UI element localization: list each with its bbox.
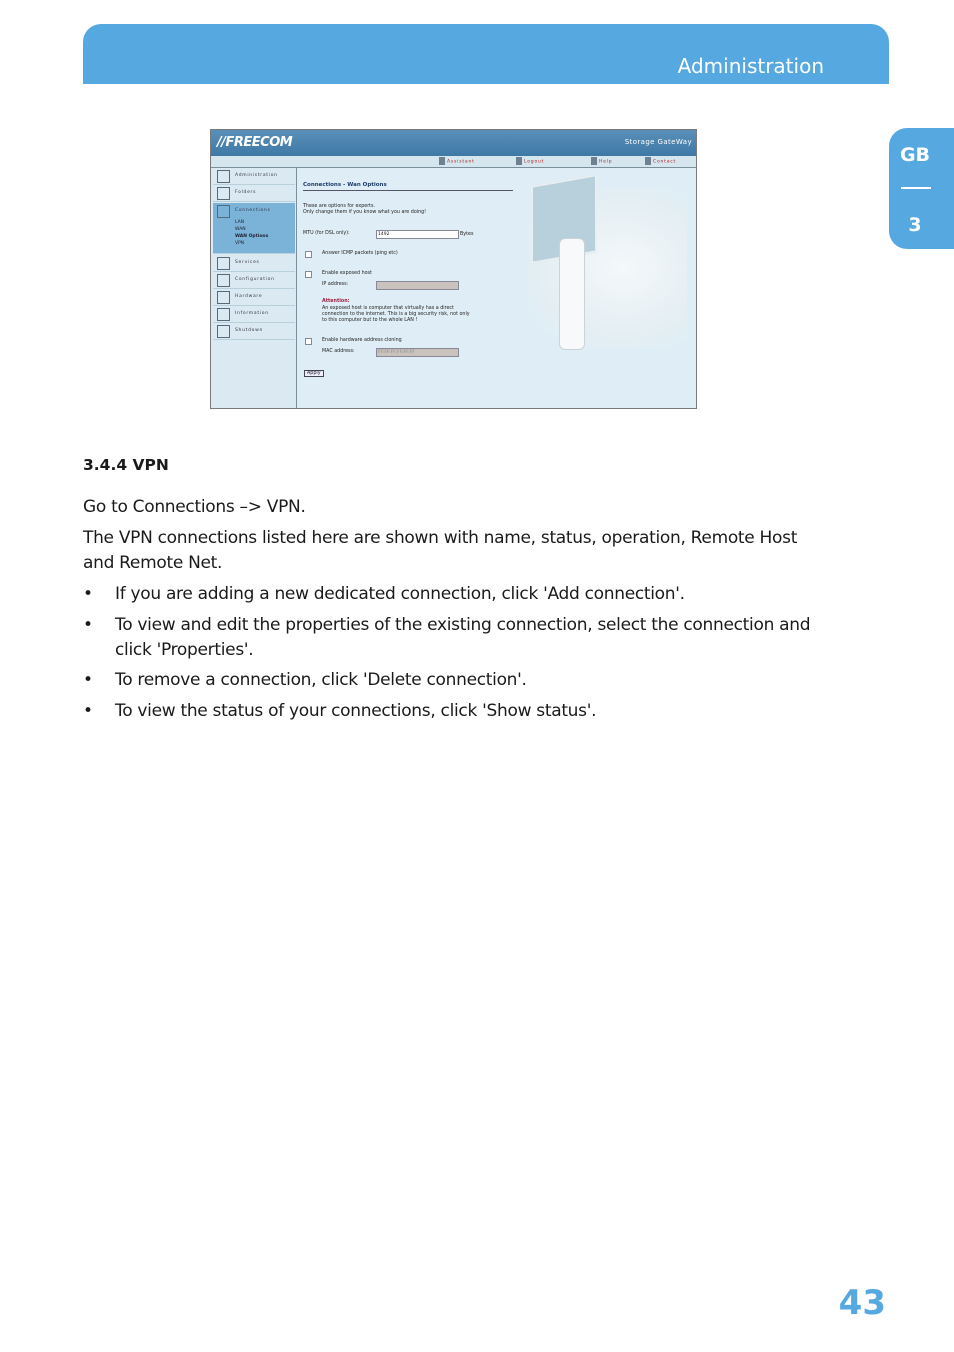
hardware-icon: [217, 291, 230, 304]
sidebar-item-configuration[interactable]: [213, 272, 295, 289]
logout-icon: [516, 157, 522, 165]
help-icon: [591, 157, 597, 165]
sidebar-item-label: Administration: [235, 173, 278, 178]
sidebar: [211, 168, 297, 408]
paragraph: The VPN connections listed here are shown with name, status, operation, Remote Host and Remote Net.: [83, 528, 798, 573]
mac-clone-checkbox[interactable]: [305, 338, 312, 345]
sidebar-item-hardware[interactable]: [213, 289, 295, 306]
list-item-text: To view the status of your connections, click 'Show status'.: [115, 701, 597, 721]
icmp-checkbox[interactable]: [305, 251, 312, 258]
intro-text: These are options for experts.: [303, 204, 376, 209]
bullet-symbol: •: [83, 615, 93, 635]
attention-label: Attention:: [322, 299, 350, 304]
exposed-host-label: Enable exposed host: [322, 271, 372, 276]
settings-panel: [297, 168, 696, 408]
sidebar-item-label: Hardware: [235, 294, 263, 299]
chapter-number: 3: [908, 214, 922, 236]
ip-address-input[interactable]: [376, 281, 459, 290]
exposed-host-checkbox[interactable]: [305, 271, 312, 278]
top-nav-assistant[interactable]: [439, 157, 475, 165]
list-item-text: To view and edit the properties of the existing connection, select the connection and click 'Properties'.: [115, 615, 811, 660]
shutdown-icon: [217, 325, 230, 338]
sub-item-wan[interactable]: WAN: [235, 227, 246, 232]
assistant-icon: [439, 157, 445, 165]
paragraph: Go to Connections –> VPN.: [83, 497, 306, 517]
sidebar-item-label: Information: [235, 311, 269, 316]
sidebar-item-connections[interactable]: [213, 203, 295, 254]
header-title: Administration: [677, 54, 824, 78]
warning-text: connection to the internet. This is a big security risk, not only: [322, 312, 470, 317]
administration-icon: [217, 170, 230, 183]
information-icon: [217, 308, 230, 321]
mtu-unit: Bytes: [460, 232, 474, 237]
sidebar-item-label: Services: [235, 260, 260, 265]
top-nav-logout[interactable]: [516, 157, 544, 165]
mac-address-input[interactable]: FF:FF:FF:FF:FF:FF: [376, 348, 459, 357]
ip-address-label: IP address:: [322, 282, 349, 287]
freecom-logo: //FREECOM: [217, 135, 293, 150]
sub-item-lan[interactable]: LAN: [235, 220, 245, 225]
sidebar-item-administration[interactable]: [213, 168, 295, 185]
language-label: GB: [899, 144, 931, 166]
sub-item-wan-options[interactable]: WAN Options: [235, 234, 269, 239]
sidebar-item-shutdown[interactable]: [213, 323, 295, 340]
folder-icon: [217, 187, 230, 200]
section-heading: 3.4.4 VPN: [83, 456, 169, 474]
icmp-label: Answer ICMP packets (ping etc): [322, 251, 398, 256]
top-nav-label: Logout: [524, 159, 545, 165]
warning-text: to this computer but to the whole LAN !: [322, 318, 418, 323]
page-number: 43: [838, 1283, 886, 1323]
sidebar-item-label: Configuration: [235, 277, 275, 282]
device-illustration: [559, 238, 585, 350]
warning-text: An exposed host is computer that virtually has a direct: [322, 306, 454, 311]
connections-icon: [217, 205, 230, 218]
intro-text: Only change them if you know what you are doing!: [303, 210, 427, 215]
top-nav-label: Assistant: [447, 159, 475, 165]
product-name: Storage GateWay: [624, 138, 692, 146]
sub-item-vpn[interactable]: VPN: [235, 241, 245, 246]
list-item-text: If you are adding a new dedicated connection, click 'Add connection'.: [115, 584, 685, 604]
mtu-input[interactable]: 1492: [376, 230, 459, 239]
mtu-label: MTU (for DSL only):: [303, 231, 350, 236]
chapter-tab: [889, 128, 954, 249]
top-nav-label: Help: [599, 159, 613, 165]
panel-title: Connections - Wan Options: [303, 182, 387, 188]
bullet-symbol: •: [83, 670, 93, 690]
mac-address-label: MAC address:: [322, 349, 355, 354]
configuration-icon: [217, 274, 230, 287]
top-nav-label: Contact: [653, 159, 677, 165]
bullet-symbol: •: [83, 701, 93, 721]
apply-button[interactable]: Apply: [304, 370, 324, 377]
tab-divider: [901, 187, 931, 189]
header-bar: [83, 24, 889, 84]
contact-icon: [645, 157, 651, 165]
list-item-text: To remove a connection, click 'Delete connection'.: [115, 670, 527, 690]
sidebar-item-label: Shutdown: [235, 328, 264, 333]
router-screenshot: [210, 129, 697, 409]
sidebar-item-information[interactable]: [213, 306, 295, 323]
sidebar-item-services[interactable]: [213, 255, 295, 272]
services-icon: [217, 257, 230, 270]
top-nav: [211, 156, 696, 168]
panel-divider: [303, 190, 513, 191]
bullet-symbol: •: [83, 584, 93, 604]
top-nav-help[interactable]: [591, 157, 612, 165]
sidebar-item-label: Folders: [235, 190, 257, 195]
screenshot-header: [211, 130, 696, 156]
sidebar-item-folders[interactable]: [213, 185, 295, 202]
sidebar-item-label: Connections: [235, 208, 271, 213]
mac-clone-label: Enable hardware address cloning: [322, 338, 402, 343]
top-nav-contact[interactable]: [645, 157, 676, 165]
